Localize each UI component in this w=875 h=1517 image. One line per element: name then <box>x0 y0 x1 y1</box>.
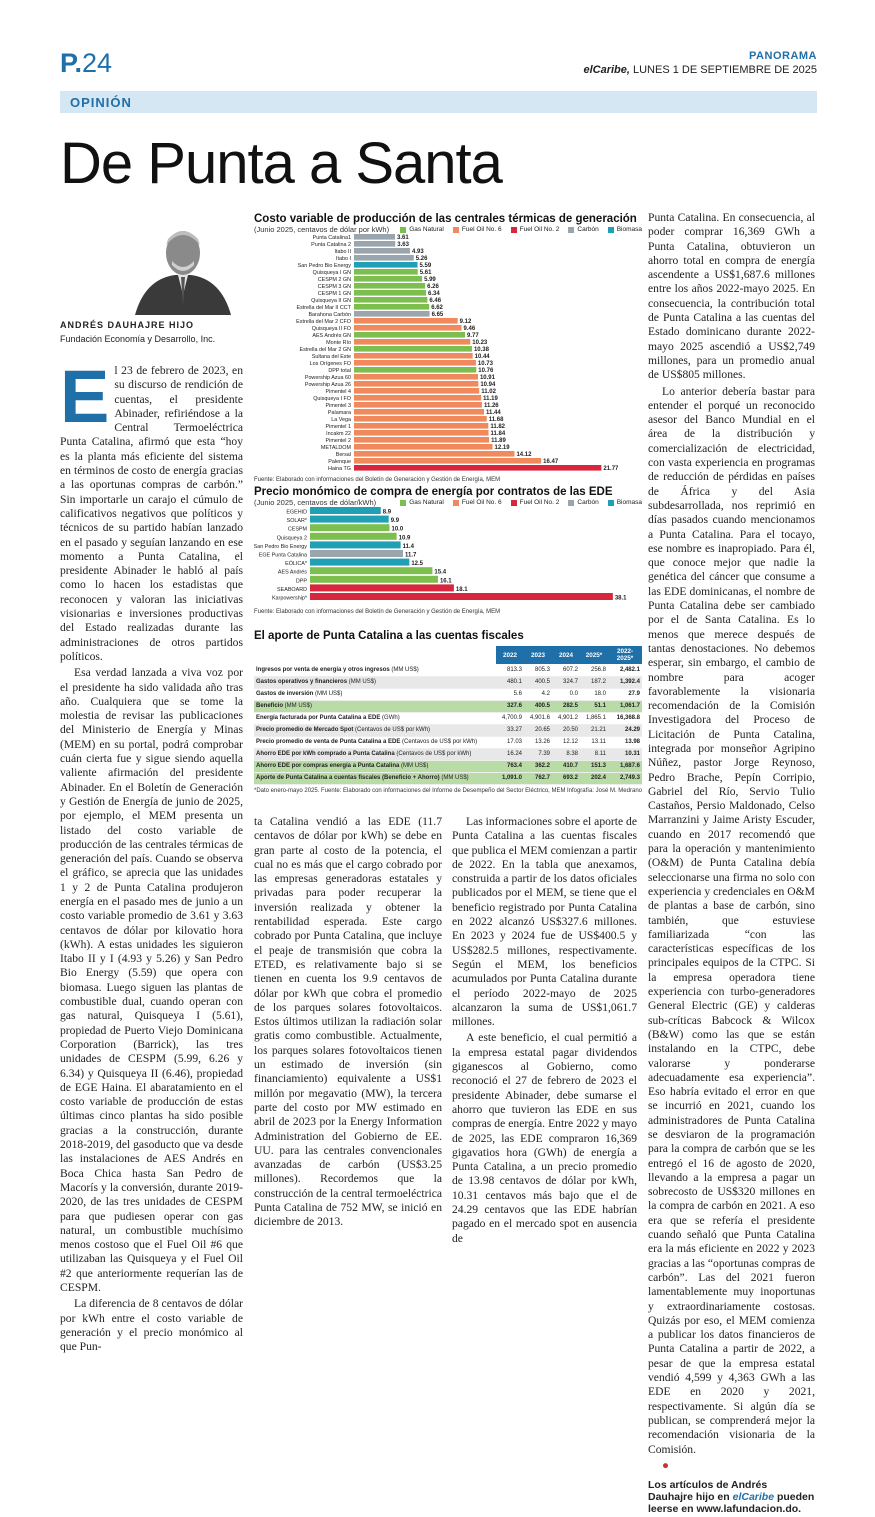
bar <box>354 311 430 317</box>
table-row <box>254 736 642 748</box>
data-label: 11.02 <box>481 389 496 396</box>
data-label: 3.61 <box>397 235 409 242</box>
table-cell: 5.6 <box>496 688 524 700</box>
bar <box>354 262 418 268</box>
bar <box>354 437 489 443</box>
table-row <box>254 724 642 736</box>
data-label: 10.73 <box>477 361 493 368</box>
data-label: 11.84 <box>490 431 506 438</box>
bar <box>354 283 425 289</box>
column-header: 2022 <box>496 646 524 664</box>
data-label: 14.12 <box>516 452 532 459</box>
data-label: 10.91 <box>479 375 495 382</box>
bar <box>354 241 395 247</box>
table-cell: 16.24 <box>496 748 524 760</box>
category-label: Pimentel 4 <box>325 389 351 396</box>
data-label: 5.99 <box>424 277 436 284</box>
legend-item: Fuel Oil No. 6 <box>453 226 502 233</box>
infographic-credit: Infografía: José M. Medrano <box>566 787 642 794</box>
data-label: 9.12 <box>459 319 472 326</box>
chart-svg <box>254 507 642 604</box>
table-cell: 762.7 <box>524 772 552 784</box>
category-label: Quisqueya II FO <box>311 326 351 333</box>
data-label: 5.26 <box>415 256 428 263</box>
headline: De Punta a Santa <box>60 131 502 196</box>
data-label: 6.62 <box>431 305 443 312</box>
category-label: Monte Río <box>326 340 351 347</box>
page-number: P.24 <box>60 48 113 78</box>
table-cell: 362.2 <box>524 760 552 772</box>
legend-item: Biomasa <box>608 499 642 506</box>
category-label: La Vega <box>331 417 351 424</box>
chart-svg <box>254 234 642 472</box>
table-cell: 813.3 <box>496 664 524 676</box>
category-label: SOLAR* <box>286 518 307 525</box>
data-label: 11.89 <box>491 438 506 445</box>
data-label: 10.38 <box>473 347 489 354</box>
bar <box>354 423 488 429</box>
data-label: 9.46 <box>463 326 476 333</box>
table-cell: 20.50 <box>552 724 580 736</box>
fiscal-table <box>254 630 642 794</box>
table-corner <box>254 646 496 664</box>
category-label: San Pedro Bio Energy <box>297 263 351 270</box>
table-cell: 4,700.9 <box>496 712 524 724</box>
bar <box>310 507 381 514</box>
newspaper-link[interactable]: elCaribe <box>732 1491 775 1504</box>
table-cell: 410.7 <box>552 760 580 772</box>
data-label: 16.47 <box>543 459 559 466</box>
category-label: EGE Punta Catalina <box>258 552 307 559</box>
data-label: 8.9 <box>382 509 392 516</box>
table-cell: 20.65 <box>524 724 552 736</box>
author-note: Los artículos de Andrés Dauhajre hijo en elCaribe pueden leerse en www.lafundacion.do. <box>648 1479 815 1516</box>
category-label: Estrella del Mar 2 CFO <box>296 319 351 326</box>
category-label: AES Andrés GN <box>312 333 351 340</box>
table-cell: 8.11 <box>580 748 608 760</box>
body-paragraph: Punta Catalina. En consecuencia, al poder comprar 16,369 GWh a Punta Catalina, obtuvieron un ahorro total en compra de energía ascendente a US$1,687.6 millones entre los años 2022-mayo 2025. En consecuencia, la contribución total de Punta Catalina a las cuentas del Estado dominicano durante 2022-mayo 2025 ascendió a US$2,749 millones, para un promedio anual de US$805 millones. <box>648 211 815 382</box>
table-title: El aporte de Punta Catalina a las cuentas fiscales <box>254 630 524 642</box>
bar <box>354 458 541 464</box>
category-label: CESPM 2 GN <box>317 277 351 284</box>
row-label: Beneficio (MM US$) <box>254 700 496 712</box>
table-cell: 324.7 <box>552 676 580 688</box>
category-label: Los Orígenes FO <box>309 361 351 368</box>
table-cell: 18.0 <box>580 688 608 700</box>
bar <box>310 524 389 531</box>
data-label: 9.9 <box>390 518 400 525</box>
data-label: 10.44 <box>474 354 490 361</box>
bar <box>354 318 458 324</box>
column-header: 2023 <box>524 646 552 664</box>
table-cell: 202.4 <box>580 772 608 784</box>
bar <box>310 567 432 574</box>
data-label: 18.1 <box>455 586 468 593</box>
bar <box>354 346 472 352</box>
data-label: 11.19 <box>483 396 498 403</box>
table-row <box>254 748 642 760</box>
legend-item: Carbón <box>568 226 598 233</box>
table-cell: 187.2 <box>580 676 608 688</box>
table-cell: 13.98 <box>608 736 642 748</box>
row-label: Gastos operativos y financieros (MM US$) <box>254 676 496 688</box>
data-label: 11.7 <box>405 552 417 559</box>
chart-title: Costo variable de producción de las centrales térmicas de generación <box>254 213 637 225</box>
table-cell: 1,392.4 <box>608 676 642 688</box>
data-label: 5.61 <box>419 270 432 277</box>
category-label: Pimentel 1 <box>325 424 351 431</box>
chart-precio-monomico <box>254 486 642 615</box>
column-header: 2022-2025* <box>608 646 642 664</box>
dateline: elCaribe, LUNES 1 DE SEPTIEMBRE DE 2025 <box>583 64 817 76</box>
table-cell: 1,687.6 <box>608 760 642 772</box>
table-footnote: *Dato enero-mayo 2025. Fuente: Elaborado con informaciones del Informe de Desempeño del Sector Eléctrico, MEM <box>254 787 566 794</box>
table-cell: 0.0 <box>552 688 580 700</box>
bar <box>354 332 465 338</box>
bar <box>354 430 489 436</box>
category-label: Haina TG <box>328 466 351 472</box>
legend-item: Fuel Oil No. 2 <box>511 226 560 233</box>
category-label: Itabo II <box>334 249 351 256</box>
author-organization: Fundación Economía y Desarrollo, Inc. <box>60 334 216 344</box>
table-cell: 1,061.7 <box>608 700 642 712</box>
table-cell: 13.26 <box>524 736 552 748</box>
legend-item: Biomasa <box>608 226 642 233</box>
bar <box>354 353 473 359</box>
body-paragraph: A este beneficio, el cual permitió a la empresa estatal pagar dividendos giganescos al Gobierno, como reconoció el 27 de febrero de 2023 el presidente Abinader, debe sumarse el ahorro que tuvieron las EDE en sus compras de energía. Entre 2022 y mayo de 2025, las EDE compraron 16,369 gigavatios hora (GWh) de energía a Punta Catalina, a un precio promedio de 13.98 centavos de dólar por kWh, 10.31 centavos más bajo que el de 24.29 centavos que las EDE habrían pagado en el mercado spot en ausencia de <box>452 1031 637 1245</box>
table-row <box>254 688 642 700</box>
body-paragraph: Las informaciones sobre el aporte de Punta Catalina a las cuentas fiscales que publica el MEM comienzan a partir de 2022. En la tabla que anexamos, construida a partir de los datos oficiales publicados por el MEM, se tiene que el beneficio registrado por Punta Catalina en 2022 alcanzó US$327.6 millones. En 2023 y 2024 fue de US$400.5 y US$282.5 millones, respectivamente. Según el MEM, los beneficios acumulados por Punta Catalina durante el período 2022-mayo de 2025 alcanzaron la suma de US$1,061.7 millones. <box>452 815 637 1029</box>
table-cell: 33.27 <box>496 724 524 736</box>
body-paragraph: El 23 de febrero de 2023, en su discurso de rendición de cuentas, el presidente Abinader, refiriéndose a la Central Termoeléctrica Punta Catalina, afirmó que esta “hoy es la planta más eficiente del sistema en términos de costo de energía gracias a las oportunas compras de carbón.” Sin importarle un carajo el cúmulo de calificativos negativos que políticos y técnicos de su partido habían lanzado en el pasado y seguían lanzando en ese momento a Punta Catalina, el presidente Abinader le habló al país como lo hacen los estadistas que reconocen y valoran las iniciativas visionarias e inversiones productivas del Estado realizadas durante las administraciones de otros partidos políticos. <box>60 355 243 663</box>
category-label: Karpowership* <box>271 595 307 602</box>
category-label: Palamara <box>327 410 351 417</box>
bar <box>354 304 429 310</box>
bar <box>310 576 438 583</box>
table-cell: 282.5 <box>552 700 580 712</box>
category-label: Itabo I <box>336 256 351 263</box>
bar <box>354 297 427 303</box>
table-cell: 8.38 <box>552 748 580 760</box>
data-label: 16.1 <box>439 578 452 585</box>
row-label: Ingresos por venta de energía y otros ingresos (MM US$) <box>254 664 496 676</box>
data-label: 15.4 <box>434 569 447 576</box>
category-label: Pimentel 3 <box>325 403 351 410</box>
category-label: Powership Azua 26 <box>304 382 351 389</box>
data-label: 12.19 <box>494 445 510 452</box>
bar <box>310 550 403 557</box>
bar <box>354 409 484 415</box>
bar <box>354 402 482 408</box>
data-label: 11.44 <box>486 410 501 417</box>
category-label: Punta Catalina 2 <box>311 242 351 249</box>
bar <box>354 325 462 331</box>
category-label: Quisqueya II GN <box>311 298 351 305</box>
category-label: Sultana del Este <box>311 354 351 361</box>
category-label: Powership Azua 60 <box>304 375 351 382</box>
drop-cap: E <box>60 355 110 438</box>
category-label: Estrella del Mar II CCT <box>296 305 351 312</box>
category-label: Barahona Carbón <box>308 312 351 319</box>
row-label: Precio promedio de venta de Punta Catalina a EDE (Centavos de US$ por kWh) <box>254 736 496 748</box>
bar <box>354 269 418 275</box>
chart-title: Precio monómico de compra de energía por contratos de las EDE <box>254 486 613 498</box>
data-label: 12.5 <box>411 561 424 568</box>
data-label: 6.26 <box>427 284 439 291</box>
column-header: 2024 <box>552 646 580 664</box>
table-cell: 21.21 <box>580 724 608 736</box>
section-band: OPINIÓN <box>60 91 817 113</box>
bar <box>354 416 487 422</box>
data-label: 3.63 <box>397 242 409 249</box>
table-cell: 7.39 <box>524 748 552 760</box>
data-label: 9.77 <box>467 333 479 340</box>
body-paragraph: La diferencia de 8 centavos de dólar por kWh entre el costo variable de generación y el precio monómico al que Pun- <box>60 1297 243 1354</box>
data-label: 11.26 <box>483 403 499 410</box>
bar <box>310 533 397 540</box>
body-column-1 <box>60 355 243 1356</box>
bar <box>354 444 493 450</box>
table-row <box>254 664 642 676</box>
data-label: 10.0 <box>391 526 404 533</box>
category-label: Punta Catalina1 <box>312 235 351 242</box>
section-name: PANORAMA <box>749 50 817 62</box>
data-label: 11.82 <box>490 424 506 431</box>
category-label: EGEHID <box>286 509 307 516</box>
row-label: Aporte de Punta Catalina a cuentas fiscales (Beneficio + Ahorro) (MM US$) <box>254 772 496 784</box>
table-cell: 805.3 <box>524 664 552 676</box>
table-cell: 256.8 <box>580 664 608 676</box>
table-cell: 16,368.8 <box>608 712 642 724</box>
category-label: Pimentel 2 <box>325 438 351 445</box>
legend-item: Fuel Oil No. 2 <box>511 499 560 506</box>
table-cell: 4,901.6 <box>524 712 552 724</box>
legend-item: Gas Natural <box>400 499 444 506</box>
chart-costo-variable <box>254 213 642 483</box>
data-label: 10.23 <box>472 340 488 347</box>
category-label: DPP total <box>328 368 351 375</box>
category-label: Quisqueya 2 <box>276 535 307 542</box>
data-label: 6.34 <box>428 291 440 298</box>
bar <box>354 360 476 366</box>
table-row <box>254 700 642 712</box>
bar <box>354 465 601 471</box>
body-column-4 <box>648 211 815 1517</box>
body-column-2 <box>254 815 442 1232</box>
body-paragraph: Esa verdad lanzada a viva voz por el presidente ha sido validada año tras año. Cualquiera que se tome la molestia de revisar las publicaciones del Ministerio de Energía y Minas (MEM) en su portal, podrá comprobar cuán cierta fue y sigue siendo aquella valiente afirmación del presidente Abinader. En el Boletín de Generación y Gestión de Energía de junio de 2025, por ejemplo, el MEM presenta un listado del costo variable de producción de las centrales térmicas de generación del país. Cuando se observa el gráfico, se aprecia que las unidades 1 y 2 de Punta Catalina produjeron energía en el pasado mes de junio a un costo variable promedio de 3.61 y 3.63 centavos de dólar por kilovatio hora (kWh). A estas unidades les siguieron Itabo II y I (4.93 y 5.26) y San Pedro Bio Energy (5.59) que opera con biomasa. Luego siguen las plantas de combustible dual, cuando operan con gas natural, Quisqueya I (5.61), propiedad de Puerto Viejo Dominicana Corporation (Barrick), las tres unidades de CESPM (5.99, 6.26 y 6.34) y Quisqueya II (6.46), propiedad de EGE Haina. El abaratamiento en el costo variable de producción de estas últimas cinco plantas ha sido posible gracias a la construcción, durante 2018-2019, del gasoducto que va desde las instalaciones de AES Andrés en Boca Chica hasta San Pedro de Macorís y la conversión, durante 2019-2020, de las tres unidades de CESPM para que pudiesen operar con gas natural, un combustible muchísimo menos costoso que el Fuel Oil #6 que utilizaban las Quisqueya y el Fuel Oil #2 que anteriormente requerían las de CESPM. <box>60 666 243 1294</box>
chart-legend <box>400 499 642 506</box>
category-label: EÓLICA* <box>285 561 307 568</box>
table-row <box>254 760 642 772</box>
bar <box>354 388 479 394</box>
table-cell: 327.6 <box>496 700 524 712</box>
table-cell: 1,865.1 <box>580 712 608 724</box>
chart-subtitle: (Junio 2025, centavos de dólar/kWh) <box>254 498 377 507</box>
bar <box>354 381 478 387</box>
category-label: Incakm 22 <box>326 431 351 438</box>
row-label: Gastos de inversión (MM US$) <box>254 688 496 700</box>
table-row <box>254 676 642 688</box>
category-label: Estrella del Mar 2 GN <box>299 347 351 354</box>
data-label: 6.46 <box>429 298 442 305</box>
table-cell: 51.1 <box>580 700 608 712</box>
row-label: Ahorro EDE por kWh comprado a Punta Catalina (Centavos de US$ por kWh) <box>254 748 496 760</box>
legend-item: Fuel Oil No. 6 <box>453 499 502 506</box>
table-cell: 693.2 <box>552 772 580 784</box>
data-label: 11.68 <box>488 417 504 424</box>
body-paragraph <box>648 1459 815 1473</box>
chart-subtitle: (Junio 2025, centavos de dólar por kWh) <box>254 225 390 234</box>
table-cell: 12.12 <box>552 736 580 748</box>
bar <box>354 276 422 282</box>
category-label: Quisqueya I GN <box>312 270 351 277</box>
table-row <box>254 772 642 784</box>
table-cell: 480.1 <box>496 676 524 688</box>
category-label: CESPM 3 GN <box>317 284 351 291</box>
table-cell: 24.29 <box>608 724 642 736</box>
bar <box>354 367 476 373</box>
table-row <box>254 712 642 724</box>
category-label: CESPM 1 GN <box>317 291 351 298</box>
bar <box>310 541 401 548</box>
category-label: Bersal <box>335 452 351 459</box>
bar <box>354 234 395 240</box>
chart-source: Fuente: Elaborado con informaciones del Boletín de Generación y Gestión de Energía, MEM <box>254 477 501 483</box>
chart-legend <box>400 226 642 233</box>
body-column-3 <box>452 815 637 1248</box>
data-label: 10.94 <box>480 382 496 389</box>
table-cell: 607.2 <box>552 664 580 676</box>
category-label: SEABOARD <box>277 586 307 593</box>
table-cell: 2,749.3 <box>608 772 642 784</box>
table-cell: 1,091.0 <box>496 772 524 784</box>
legend-item: Carbón <box>568 499 598 506</box>
data-label: 11.4 <box>402 543 414 550</box>
bar <box>354 451 514 457</box>
table-cell: 2,482.1 <box>608 664 642 676</box>
table-cell: 400.5 <box>524 700 552 712</box>
table-cell: 13.11 <box>580 736 608 748</box>
bar <box>310 593 613 600</box>
bar <box>310 584 454 591</box>
data-label: 4.93 <box>412 249 424 256</box>
chart-source: Fuente: Elaborado con informaciones del Boletín de Generación y Gestión de Energía, MEM <box>254 609 501 615</box>
data-label: 10.76 <box>478 368 494 375</box>
category-label: San Pedro Bio Energy <box>254 543 307 550</box>
row-label: Ahorro EDE por compras energía a Punta Catalina (MM US$) <box>254 760 496 772</box>
category-label: CESPM <box>287 526 307 533</box>
bar <box>354 339 470 345</box>
table-cell: 400.5 <box>524 676 552 688</box>
category-label: Quisqueya I FO <box>313 396 351 403</box>
bar <box>354 374 478 380</box>
category-label: Palenque <box>328 459 351 466</box>
body-paragraph: Lo anterior debería bastar para entender el porqué un reconocido asesor del Banco Mundial en el área de la distribución y comercialización de electricidad, con vasta experiencia en programas de reducción de pérdidas en países de África y del Asia subdesarrollada, nos reprimió en días pasados cuando mencionamos a Punta Catalina. Para el tocayo, ese nombre es inapropiado. Para él, que conoce mejor que nadie la genética del cáncer que consume a las EDE dominicanas, el nombre de Punta Catalina debe ser cambiado por el de Santa Catalina. Es lo menos que merece después de tantas denostaciones. No debemos esperar, sin embargo, el cambio de nombre para acoger favorablemente la visionaria recomendación de la Comisión Investigadora del Proceso de Licitación de Punta Catalina, integrada por monseñor Agripino Núñez, pastor Jorge Reynoso, Pedro Brache, Pepín Corripio, Gabriel del Río, Servio Tulio Castaños, Persio Maldonado, Celso Marranzini y Jaime Aristy Escuder, cuando en 2017 recomendó que para la operación y mantenimiento (O&M) de Punta Catalina debía seleccionarse una firma no solo con experiencia y credenciales en O&M de plantas a base de carbón, sino también, que estuviese familiarizada “con las características específicas de los principales equipos de la CTPC. Si la empresa operadora tiene experiencia con turbo-generadores General Electric (GE) y calderas sub-críticas Babcock & Wilcox (B&W) como las que se están instalando en la CTPC, debe valorarse y ponderarse adecuadamente esa experiencia”. Eso habría evitado el error en que se incurrió en 2021, cuando los administradores de Punta Catalina se desviaron de la programación para la compra de carbón que se les entregó el 16 de agosto de 2020, llevando a la empresa a pagar un sobrecosto de US$320 millones en la compra de carbón en 2021. A eso era que se refería el presidente cuando señaló que Punta Catalina era la más eficiente en 2022 y 2023 gracias a las “oportunas compras de carbón”. Las del 2021 fueron lamentablemente muy inoportunas y extraordinariamente costosas. Quizás por eso, el MEM comienza a publicar los datos financieros de Punta Catalina a partir de 2022, a pesar de que la empresa estatal vendió 4,599 y 4,363 GWh a las EDE en 2020 y 2021, respectivamente. Si algún día se publican, se comprenderá mejor la recomendación visionaria de la Comisión. <box>648 384 815 1456</box>
data-label: 10.9 <box>398 535 411 542</box>
row-label: Precio promedio de Mercado Spot (Centavos de US$ por kWh) <box>254 724 496 736</box>
category-label: METALDOM <box>320 445 351 452</box>
table-cell: 4,901.2 <box>552 712 580 724</box>
bar <box>354 255 414 261</box>
bar <box>354 395 481 401</box>
bar <box>354 248 410 254</box>
body-paragraph: ta Catalina vendió a las EDE (11.7 centavos de dólar por kWh) se debe en gran parte al costo de la potencia, el cual no es más que el cargo cobrado por las empresas generadoras estatales y privadas para poder recuperar la inversión realizada y obtener la rentabilidad esperada. Este cargo cobrado por Punta Catalina, que incluye el peaje de transmisión que cobra la ETED, es relativamente bajo si se tienen en cuenta los 9.9 centavos de dólar por kWh que cobra el promedio de los parques solares fotovoltaicos. Estos últimos utilizan la radiación solar gratis como combustible. Actualmente, los parques solares fotovoltaicos tienen un estimado de inversión (sin financiamiento) equivalente a US$1 millón por megavatio (MW), la tercera parte del costo por MW estimado en abril de 2023 por la Energy Information Administration del Gobierno de EE. UU. para las centrales convencionales avanzadas de carbón (US$3.25 millones). Recordemos que la construcción de la central termoeléctrica Punta Catalina de 752 MW, se inició en diciembre de 2013. <box>254 815 442 1229</box>
category-label: AES Andrés <box>277 569 307 576</box>
table-cell: 10.31 <box>608 748 642 760</box>
table-cell: 27.9 <box>608 688 642 700</box>
table-cell: 763.4 <box>496 760 524 772</box>
column-header: 2025* <box>580 646 608 664</box>
category-label: DPP <box>295 578 307 585</box>
bar <box>310 559 409 566</box>
data-label: 38.1 <box>614 595 627 602</box>
author-name: ANDRÉS DAUHAJRE HIJO <box>60 320 195 330</box>
bar <box>354 290 426 296</box>
legend-item: Gas Natural <box>400 226 444 233</box>
row-label: Energía facturada por Punta Catalina a EDE (GWh) <box>254 712 496 724</box>
table-cell: 17.03 <box>496 736 524 748</box>
author-photo <box>60 215 245 315</box>
end-mark: ● <box>662 1458 670 1472</box>
data-label: 21.77 <box>603 466 619 472</box>
table-cell: 151.3 <box>580 760 608 772</box>
data-label: 6.65 <box>431 312 444 319</box>
table-cell: 4.2 <box>524 688 552 700</box>
data-label: 5.59 <box>419 263 432 270</box>
bar <box>310 516 389 523</box>
